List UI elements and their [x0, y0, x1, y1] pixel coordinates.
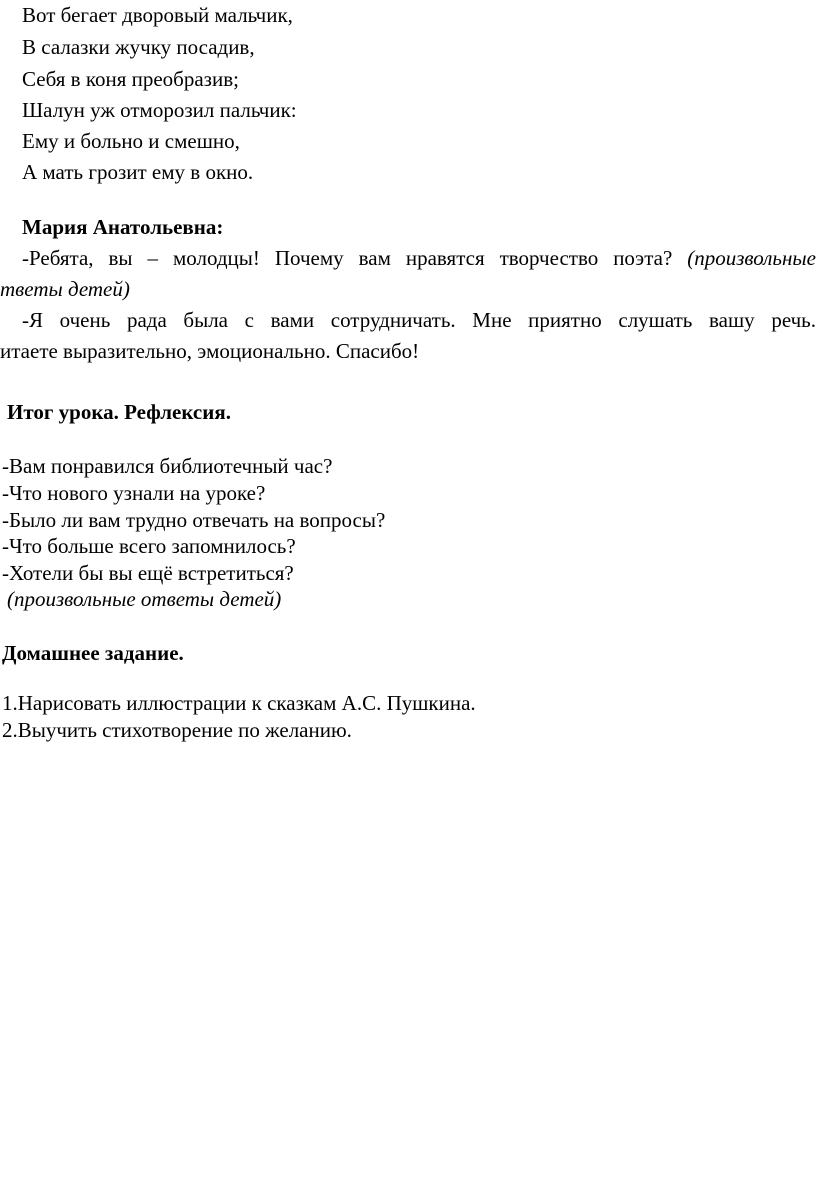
word: слушать: [618, 308, 693, 332]
word: Почему: [274, 246, 344, 270]
word: с: [244, 308, 254, 332]
dialogue-paragraph-2-line-2: итаете выразительно, эмоционально. Спасибо!: [0, 339, 420, 363]
dialogue-paragraph-2-line-1: [22, 307, 816, 333]
homework-item: 1.Нарисовать иллюстрации к сказкам А.С. Пушкина.: [2, 691, 476, 715]
word: речь.: [771, 308, 816, 332]
word: рада: [126, 308, 167, 332]
word: -Ребята,: [22, 246, 94, 270]
poem-line: Ему и больно и смешно,: [22, 129, 240, 153]
stage-direction-continued: тветы детей): [0, 277, 130, 301]
poem-line: В салазки жучку посадив,: [22, 35, 255, 59]
speaker-name: Мария Анатольевна:: [22, 215, 224, 239]
dialogue-paragraph-1-line-1: [22, 245, 816, 271]
poem-line: Шалун уж отморозил пальчик:: [22, 98, 297, 122]
reflection-question: -Что больше всего запомнилось?: [2, 534, 296, 558]
word: вам: [358, 246, 391, 270]
word: творчество: [499, 246, 599, 270]
reflection-question: -Вам понравился библиотечный час?: [2, 454, 333, 478]
reflection-question: -Что нового узнали на уроке?: [2, 481, 266, 505]
poem-line: Вот бегает дворовый мальчик,: [22, 3, 293, 27]
poem-line: Себя в коня преобразив;: [22, 67, 239, 91]
word: приятно: [528, 308, 602, 332]
reflection-question: -Хотели бы вы ещё встретиться?: [2, 561, 294, 585]
word: была: [183, 308, 229, 332]
reflection-question: -Было ли вам трудно отвечать на вопросы?: [2, 508, 386, 532]
word: –: [147, 246, 159, 270]
word: вами: [270, 308, 315, 332]
word: молодцы!: [172, 246, 260, 270]
section-heading-reflection: Итог урока. Рефлексия.: [7, 400, 231, 424]
reflection-note: (произвольные ответы детей): [7, 587, 282, 611]
word: нравятся: [405, 246, 485, 270]
stage-direction: (произвольные: [687, 246, 816, 270]
word: вашу: [709, 308, 755, 332]
word: очень: [59, 308, 111, 332]
poem-line: А мать грозит ему в окно.: [22, 160, 254, 184]
word: поэта?: [613, 246, 673, 270]
word: вы: [108, 246, 133, 270]
word: сотрудничать.: [330, 308, 456, 332]
word: Мне: [472, 308, 512, 332]
word: -Я: [22, 308, 43, 332]
homework-item: 2.Выучить стихотворение по желанию.: [2, 718, 352, 742]
section-heading-homework: Домашнее задание.: [2, 641, 184, 665]
